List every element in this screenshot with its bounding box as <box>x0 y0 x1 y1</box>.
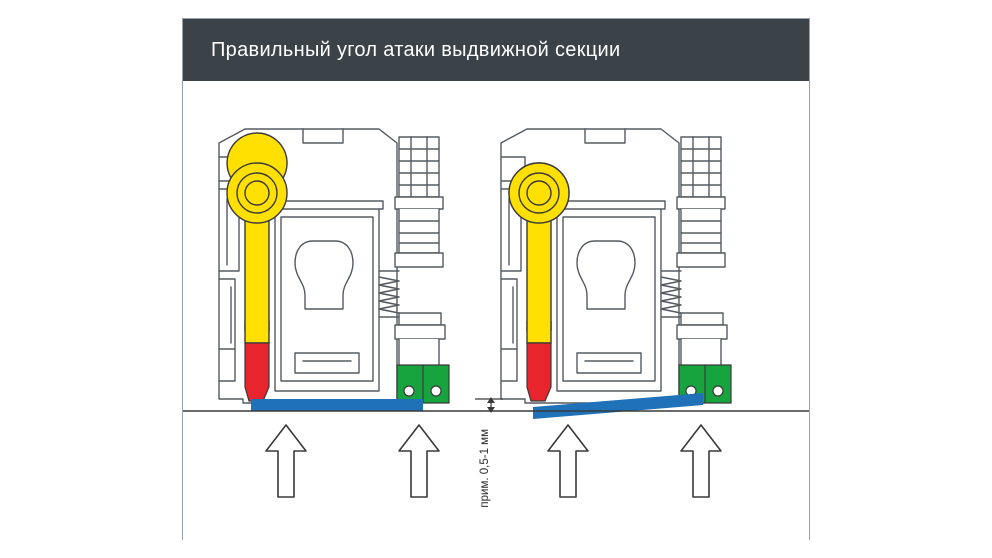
green-terminal-left <box>397 365 449 403</box>
arrow-right-inner <box>548 425 588 497</box>
arrow-left-inner <box>266 425 306 497</box>
gap-annotation-label: прим. 0,5-1 мм <box>479 429 491 508</box>
title-bar <box>183 19 809 81</box>
technical-drawing <box>183 81 809 539</box>
red-contact-right <box>527 343 551 401</box>
arrow-right-outer <box>681 425 721 497</box>
page-title: Правильный угол атаки выдвижной секции <box>211 38 621 61</box>
diagram-canvas <box>183 81 809 541</box>
arrow-left-outer <box>399 425 439 497</box>
diagram-frame <box>182 18 810 540</box>
red-contact-left <box>245 343 269 401</box>
blue-bar-left <box>251 399 423 411</box>
